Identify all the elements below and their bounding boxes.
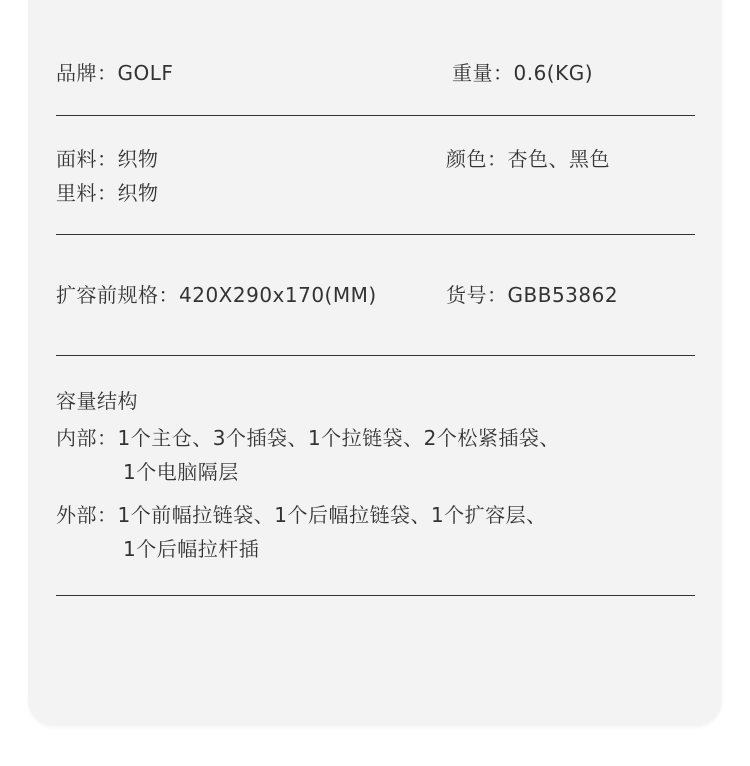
- size-text: 扩容前规格：420X290x170(MM): [56, 283, 377, 307]
- spec-card: [28, 0, 722, 726]
- weight-text: 重量：0.6(KG): [452, 61, 594, 85]
- divider-1: [56, 115, 695, 116]
- inner-structure-line-1: 内部：1个主仓、3个插袋、1个拉链袋、2个松紧插袋、: [56, 426, 560, 450]
- outer-structure-line-1: 外部：1个前幅拉链袋、1个后幅拉链袋、1个扩容层、: [56, 503, 547, 527]
- outer-structure-line-2: 1个后幅拉杆插: [123, 537, 260, 561]
- capacity-title: 容量结构: [56, 389, 138, 413]
- fabric-text: 面料：织物: [56, 147, 159, 171]
- lining-text: 里料：织物: [56, 181, 159, 205]
- inner-structure-line-2: 1个电脑隔层: [123, 460, 239, 484]
- divider-3: [56, 355, 695, 356]
- divider-2: [56, 234, 695, 235]
- brand-text: 品牌：GOLF: [56, 61, 174, 85]
- divider-4: [56, 595, 695, 596]
- color-text: 颜色：杏色、黑色: [446, 147, 610, 171]
- item-number-text: 货号：GBB53862: [446, 283, 619, 307]
